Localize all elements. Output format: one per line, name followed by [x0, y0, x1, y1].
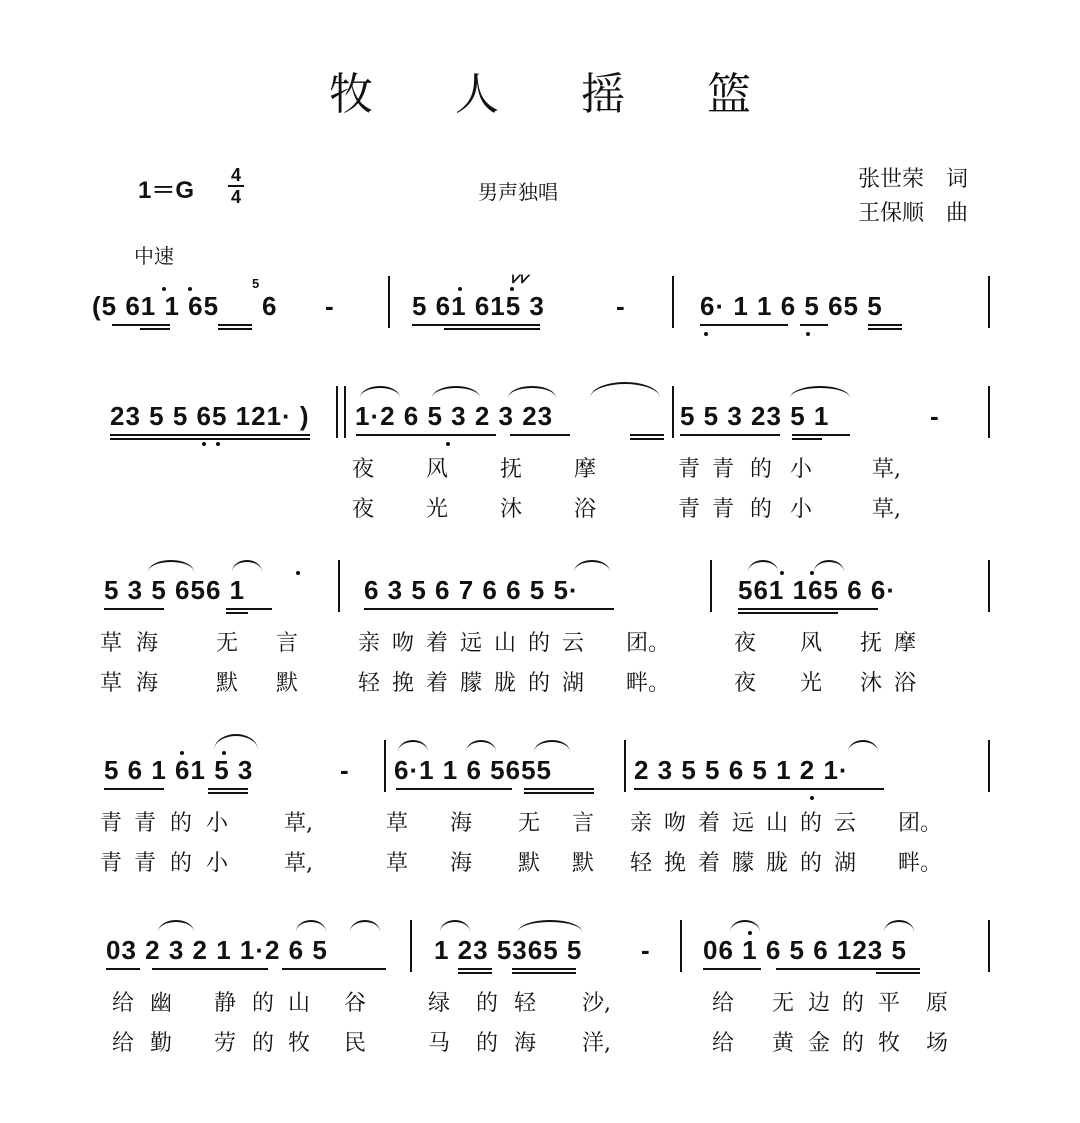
- lyric-syllable: 浴: [894, 671, 917, 696]
- lyric-syllable: 朦: [732, 851, 755, 876]
- lyric-syllable: 青: [678, 457, 701, 482]
- lyric-syllable: 的: [750, 457, 773, 482]
- lyric-syllable: 草: [100, 631, 123, 656]
- lyric-line-verse-2: [0, 850, 1080, 880]
- lyric-syllable: 胧: [494, 671, 517, 696]
- lyric-syllable: 着: [426, 671, 449, 696]
- lyric-syllable: 民: [344, 1031, 367, 1056]
- note-group: (5 61 1 65: [92, 291, 220, 321]
- barline: [388, 276, 390, 328]
- lyric-syllable: 吻: [392, 631, 415, 656]
- lyric-syllable: 的: [170, 851, 193, 876]
- lyric-syllable: 摩: [574, 457, 597, 482]
- lyric-syllable: 风: [426, 457, 449, 482]
- lyric-syllable: 的: [252, 1031, 275, 1056]
- lyric-syllable: 挽: [392, 671, 415, 696]
- note-group: 23 5 5 65 121· ): [110, 401, 310, 431]
- lyric-syllable: 的: [170, 811, 193, 836]
- lyric-syllable: 山: [766, 811, 789, 836]
- lyric-syllable: 场: [926, 1031, 949, 1056]
- lyric-syllable: 青: [712, 497, 735, 522]
- note-group: 2 3 5 5 6 5 1 2 1·: [634, 755, 849, 785]
- lyric-syllable: 草,: [872, 497, 901, 522]
- grace-note: 5: [252, 276, 260, 291]
- trill-icon: ⩗⩗: [512, 268, 531, 287]
- barline: [672, 276, 674, 328]
- time-signature-top: 4: [230, 165, 241, 185]
- lyric-syllable: 湖: [562, 671, 585, 696]
- note-group: -: [616, 291, 626, 321]
- lyric-syllable: 畔。: [898, 851, 943, 876]
- lyric-syllable: 草,: [284, 851, 313, 876]
- composer-credit: 王保顺 曲: [858, 201, 969, 226]
- lyric-syllable: 轻: [514, 991, 537, 1016]
- lyric-syllable: 的: [476, 1031, 499, 1056]
- lyric-syllable: 言: [572, 811, 595, 836]
- lyric-line-verse-1: [0, 456, 1080, 486]
- lyric-syllable: 边: [808, 991, 831, 1016]
- lyric-syllable: 青: [100, 811, 123, 836]
- lyric-syllable: 黄: [772, 1031, 795, 1056]
- note-group: 1 23 5365 5: [434, 935, 583, 965]
- lyric-syllable: 着: [426, 631, 449, 656]
- lyric-syllable: 海: [136, 631, 159, 656]
- lyric-syllable: 沐: [500, 497, 523, 522]
- lyric-syllable: 的: [800, 811, 823, 836]
- lyric-syllable: 幽: [150, 991, 173, 1016]
- lyric-syllable: 摩: [894, 631, 917, 656]
- lyric-syllable: 光: [426, 497, 449, 522]
- lyric-line-verse-1: [0, 810, 1080, 840]
- time-signature: [228, 166, 244, 206]
- lyric-line-verse-1: [0, 990, 1080, 1020]
- note-group: 03 2 3 2 1 1·2 6 5: [106, 935, 328, 965]
- lyric-syllable: 青: [678, 497, 701, 522]
- lyric-syllable: 给: [712, 1031, 735, 1056]
- lyric-syllable: 浴: [574, 497, 597, 522]
- lyric-syllable: 青: [134, 851, 157, 876]
- song-title: 牧 人 摇 篮: [329, 69, 785, 120]
- lyric-line-verse-2: [0, 670, 1080, 700]
- note-group: -: [325, 291, 335, 321]
- lyric-syllable: 云: [562, 631, 585, 656]
- lyric-syllable: 朦: [460, 671, 483, 696]
- voice-type: 男声独唱: [478, 180, 558, 204]
- note-group: 5 6 1 61 5 3: [104, 755, 254, 785]
- lyric-syllable: 的: [528, 671, 551, 696]
- lyric-syllable: 挽: [664, 851, 687, 876]
- lyric-syllable: 着: [698, 851, 721, 876]
- lyric-syllable: 海: [514, 1031, 537, 1056]
- lyric-syllable: 轻: [358, 671, 381, 696]
- lyric-syllable: 草,: [872, 457, 901, 482]
- lyric-syllable: 牧: [878, 1031, 901, 1056]
- note-group: -: [340, 755, 350, 785]
- note-group: 5 3 5 656 1: [104, 575, 246, 605]
- lyric-syllable: 轻: [630, 851, 653, 876]
- lyric-syllable: 着: [698, 811, 721, 836]
- lyric-syllable: 吻: [664, 811, 687, 836]
- lyric-syllable: 海: [136, 671, 159, 696]
- lyric-syllable: 光: [800, 671, 823, 696]
- lyric-syllable: 草,: [284, 811, 313, 836]
- lyric-syllable: 小: [206, 811, 229, 836]
- lyric-syllable: 勤: [150, 1031, 173, 1056]
- lyric-line-verse-1: [0, 630, 1080, 660]
- lyric-syllable: 牧: [288, 1031, 311, 1056]
- note-group: -: [641, 935, 651, 965]
- lyric-syllable: 夜: [352, 457, 375, 482]
- lyric-syllable: 无: [772, 991, 795, 1016]
- lyric-syllable: 胧: [766, 851, 789, 876]
- lyric-syllable: 山: [288, 991, 311, 1016]
- lyric-syllable: 的: [842, 1031, 865, 1056]
- lyric-syllable: 亲: [358, 631, 381, 656]
- lyric-line-verse-2: [0, 496, 1080, 526]
- lyric-syllable: 的: [800, 851, 823, 876]
- key-signature: 1＝G: [138, 177, 195, 204]
- lyric-syllable: 默: [572, 851, 595, 876]
- lyric-syllable: 云: [834, 811, 857, 836]
- lyric-syllable: 夜: [734, 671, 757, 696]
- lyric-syllable: 静: [214, 991, 237, 1016]
- lyric-syllable: 湖: [834, 851, 857, 876]
- lyric-syllable: 团。: [626, 631, 671, 656]
- lyric-syllable: 马: [428, 1031, 451, 1056]
- lyric-syllable: 劳: [214, 1031, 237, 1056]
- lyric-syllable: 抚: [500, 457, 523, 482]
- note-group: 6· 1 1 6 5 65 5: [700, 291, 883, 321]
- lyric-syllable: 原: [926, 991, 949, 1016]
- note-group: 6 3 5 6 7 6 6 5 5·: [364, 575, 579, 605]
- lyric-syllable: 夜: [352, 497, 375, 522]
- lyric-syllable: 草: [386, 851, 409, 876]
- note-group: 6·1 1 6 5655: [394, 755, 553, 785]
- lyric-syllable: 绿: [428, 991, 451, 1016]
- lyric-syllable: 无: [518, 811, 541, 836]
- lyric-syllable: 无: [216, 631, 239, 656]
- lyric-syllable: 洋,: [582, 1031, 611, 1056]
- lyric-syllable: 言: [276, 631, 299, 656]
- lyric-syllable: 金: [808, 1031, 831, 1056]
- time-signature-bottom: 4: [230, 187, 241, 207]
- note-group: 1·2 6 5 3 2 3 23: [355, 401, 554, 431]
- lyric-syllable: 的: [750, 497, 773, 522]
- lyric-syllable: 小: [790, 497, 813, 522]
- lyric-syllable: 给: [712, 991, 735, 1016]
- note-group: -: [930, 401, 940, 431]
- note-group: 5 5 3 23 5 1: [680, 401, 830, 431]
- lyric-syllable: 海: [450, 811, 473, 836]
- lyric-line-verse-2: [0, 1030, 1080, 1060]
- lyric-syllable: 的: [842, 991, 865, 1016]
- lyric-syllable: 风: [800, 631, 823, 656]
- lyric-syllable: 小: [790, 457, 813, 482]
- note-group: 6: [262, 291, 278, 321]
- lyric-syllable: 远: [732, 811, 755, 836]
- lyric-syllable: 的: [252, 991, 275, 1016]
- lyric-syllable: 谷: [344, 991, 367, 1016]
- lyric-syllable: 青: [100, 851, 123, 876]
- lyric-syllable: 草: [386, 811, 409, 836]
- lyric-syllable: 默: [518, 851, 541, 876]
- lyric-syllable: 夜: [734, 631, 757, 656]
- lyric-syllable: 远: [460, 631, 483, 656]
- note-group: 561 165 6 6·: [738, 575, 897, 605]
- lyric-syllable: 畔。: [626, 671, 671, 696]
- tempo-marking: 中速: [134, 246, 174, 268]
- lyric-syllable: 青: [712, 457, 735, 482]
- lyric-syllable: 亲: [630, 811, 653, 836]
- note-group: 5 61 615 3: [412, 291, 545, 321]
- lyric-syllable: 平: [878, 991, 901, 1016]
- lyric-syllable: 草: [100, 671, 123, 696]
- lyric-syllable: 山: [494, 631, 517, 656]
- lyric-syllable: 沙,: [582, 991, 611, 1016]
- lyric-syllable: 海: [450, 851, 473, 876]
- lyricist-credit: 张世荣 词: [858, 167, 969, 192]
- lyric-syllable: 抚: [860, 631, 883, 656]
- lyric-syllable: 默: [276, 671, 299, 696]
- lyric-syllable: 小: [206, 851, 229, 876]
- lyric-syllable: 的: [476, 991, 499, 1016]
- lyric-syllable: 的: [528, 631, 551, 656]
- lyric-syllable: 青: [134, 811, 157, 836]
- lyric-syllable: 默: [216, 671, 239, 696]
- lyric-syllable: 给: [112, 991, 135, 1016]
- lyric-syllable: 沐: [860, 671, 883, 696]
- lyric-syllable: 给: [112, 1031, 135, 1056]
- note-group: 06 1 6 5 6 123 5: [703, 935, 907, 965]
- lyric-syllable: 团。: [898, 811, 943, 836]
- barline: [988, 276, 990, 328]
